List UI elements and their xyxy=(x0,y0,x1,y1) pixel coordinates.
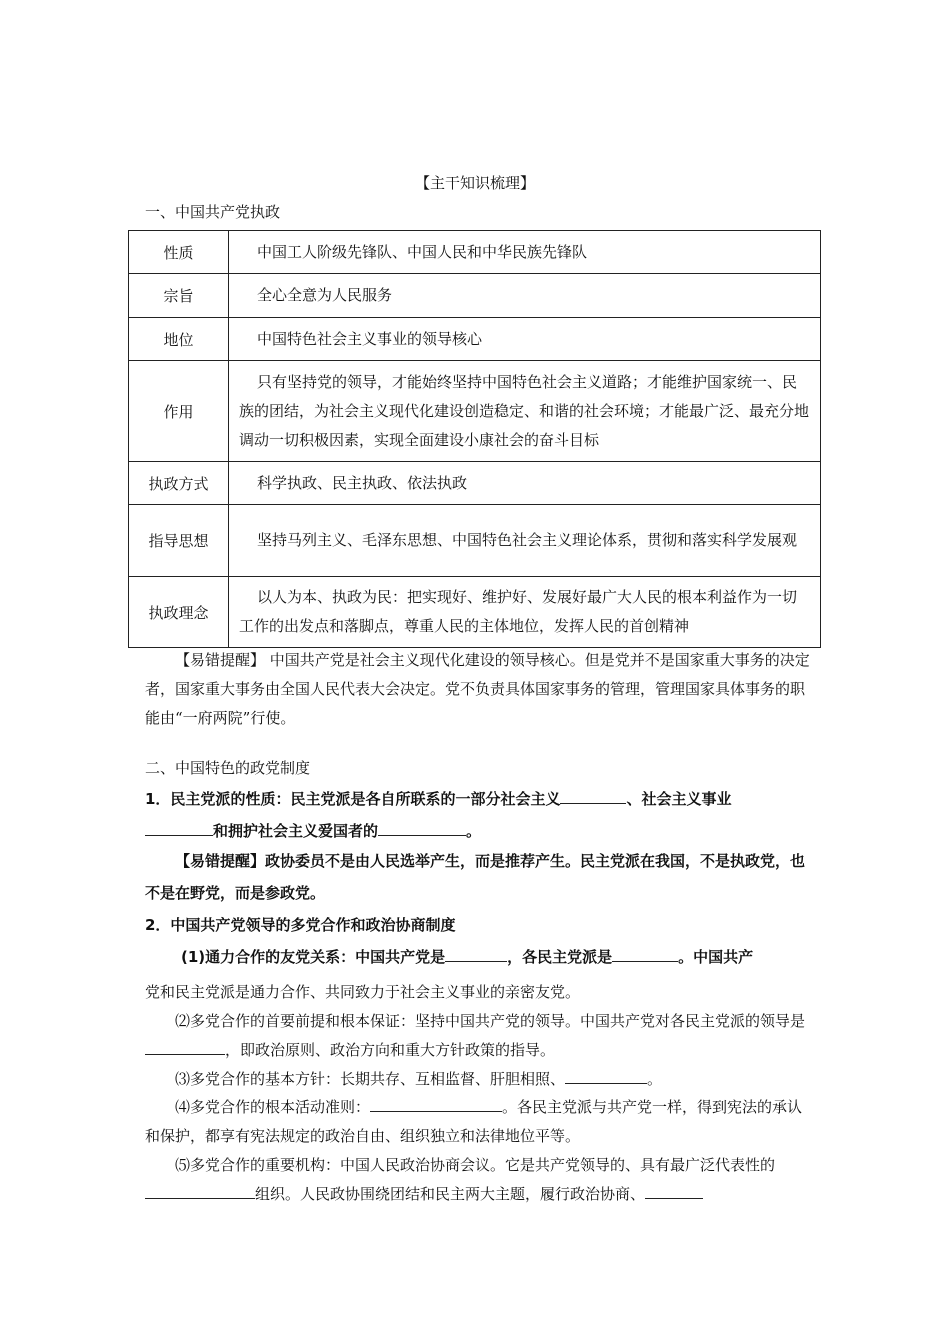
row-label: 性质 xyxy=(129,231,229,274)
paragraph-activity-rule: ⑷多党合作的根本活动准则： 。各民主党派与共产党一样，得到宪法的承认和保护，都享有宪法规定的政治自由、组织独立和法律地位平等。 xyxy=(145,1098,803,1145)
table-row xyxy=(129,577,821,648)
row-label: 地位 xyxy=(129,318,229,361)
fill-blank[interactable] xyxy=(612,947,678,962)
error-tip-1: 【易错提醒】 中国共产党是社会主义现代化建设的领导核心。但是党并不是国家重大事务的决定者，国家重大事务由全国人民代表大会决定。党不负责具体国家事务的管理，管理国家具体事务的职能由“一府两院”行使。 xyxy=(145,651,810,727)
paragraph-multiparty-system: 2．中国共产党领导的多党合作和政治协商制度 xyxy=(145,916,456,934)
fill-blank[interactable] xyxy=(645,1184,703,1199)
error-tip-2: 【易错提醒】政协委员不是由人民选举产生，而是推荐产生。民主党派在我国，不是执政党，也不是在野党，而是参政党。 xyxy=(145,852,806,902)
paragraph-basic-policy: ⑶多党合作的基本方针：长期共存、互相监督、肝胆相照、 。 xyxy=(175,1070,663,1088)
row-label: 宗旨 xyxy=(129,274,229,318)
table-row xyxy=(129,361,821,462)
fill-blank[interactable] xyxy=(145,1040,225,1055)
row-value: 坚持马列主义、毛泽东思想、中国特色社会主义理论体系，贯彻和落实科学发展观 xyxy=(229,505,821,577)
row-label: 执政理念 xyxy=(129,577,229,648)
page-title: 【主干知识梳理】 xyxy=(414,174,535,192)
row-label: 指导思想 xyxy=(129,505,229,577)
table-row xyxy=(129,318,821,361)
row-value: 只有坚持党的领导，才能始终坚持中国特色社会主义道路；才能维护国家统一、民族的团结，为社会主义现代化建设创造稳定、和谐的社会环境；才能最广泛、最充分地调动一切积极因素，实现全面建设小康社会的奋斗目标 xyxy=(229,361,821,462)
fill-blank[interactable] xyxy=(370,1097,502,1112)
paragraph-friendly-party-cont: 党和民主党派是通力合作、共同致力于社会主义事业的亲密友党。 xyxy=(145,983,581,1001)
fill-blank[interactable] xyxy=(565,1069,647,1084)
paragraph-premise: ⑵多党合作的首要前提和根本保证：坚持中国共产党的领导。中国共产党对各民主党派的领导是，即政治原则、政治方向和重大方针政策的指导。 xyxy=(145,1007,817,1065)
fill-blank[interactable] xyxy=(445,947,507,962)
row-label: 执政方式 xyxy=(129,462,229,505)
table-row xyxy=(129,231,821,274)
section-1-heading: 一、中国共产党执政 xyxy=(145,203,281,221)
fill-blank[interactable] xyxy=(378,821,466,836)
row-value: 全心全意为人民服务 xyxy=(229,274,821,318)
table-row xyxy=(129,462,821,505)
row-value: 中国工人阶级先锋队、中国人民和中华民族先锋队 xyxy=(229,231,821,274)
table-row xyxy=(129,274,821,318)
table-row xyxy=(129,505,821,577)
paragraph-democratic-parties: 1．民主党派的性质：民主党派是各自所联系的一部分社会主义 、社会主义事业 和拥护社会主义爱国者的 。 xyxy=(145,790,732,840)
paragraph-friendly-party: (1)通力合作的友党关系：中国共产党是 ，各民主党派是 。中国共产 xyxy=(181,948,754,966)
fill-blank[interactable] xyxy=(145,1184,255,1199)
fill-blank[interactable] xyxy=(560,789,626,804)
fill-blank[interactable] xyxy=(145,821,213,836)
section-2-heading: 二、中国特色的政党制度 xyxy=(145,759,311,777)
row-value: 中国特色社会主义事业的领导核心 xyxy=(229,318,821,361)
row-label: 作用 xyxy=(129,361,229,462)
row-value: 以人为本、执政为民：把实现好、维护好、发展好最广大人民的根本利益作为一切工作的出发点和落脚点，尊重人民的主体地位，发挥人民的首创精神 xyxy=(229,577,821,648)
paragraph-cppcc: ⑸多党合作的重要机构：中国人民政治协商会议。它是共产党领导的、具有最广泛代表性的组织。人民政协围绕团结和民主两大主题，履行政治协商、 xyxy=(145,1151,817,1209)
row-value: 科学执政、民主执政、依法执政 xyxy=(229,462,821,505)
knowledge-table xyxy=(128,230,821,648)
